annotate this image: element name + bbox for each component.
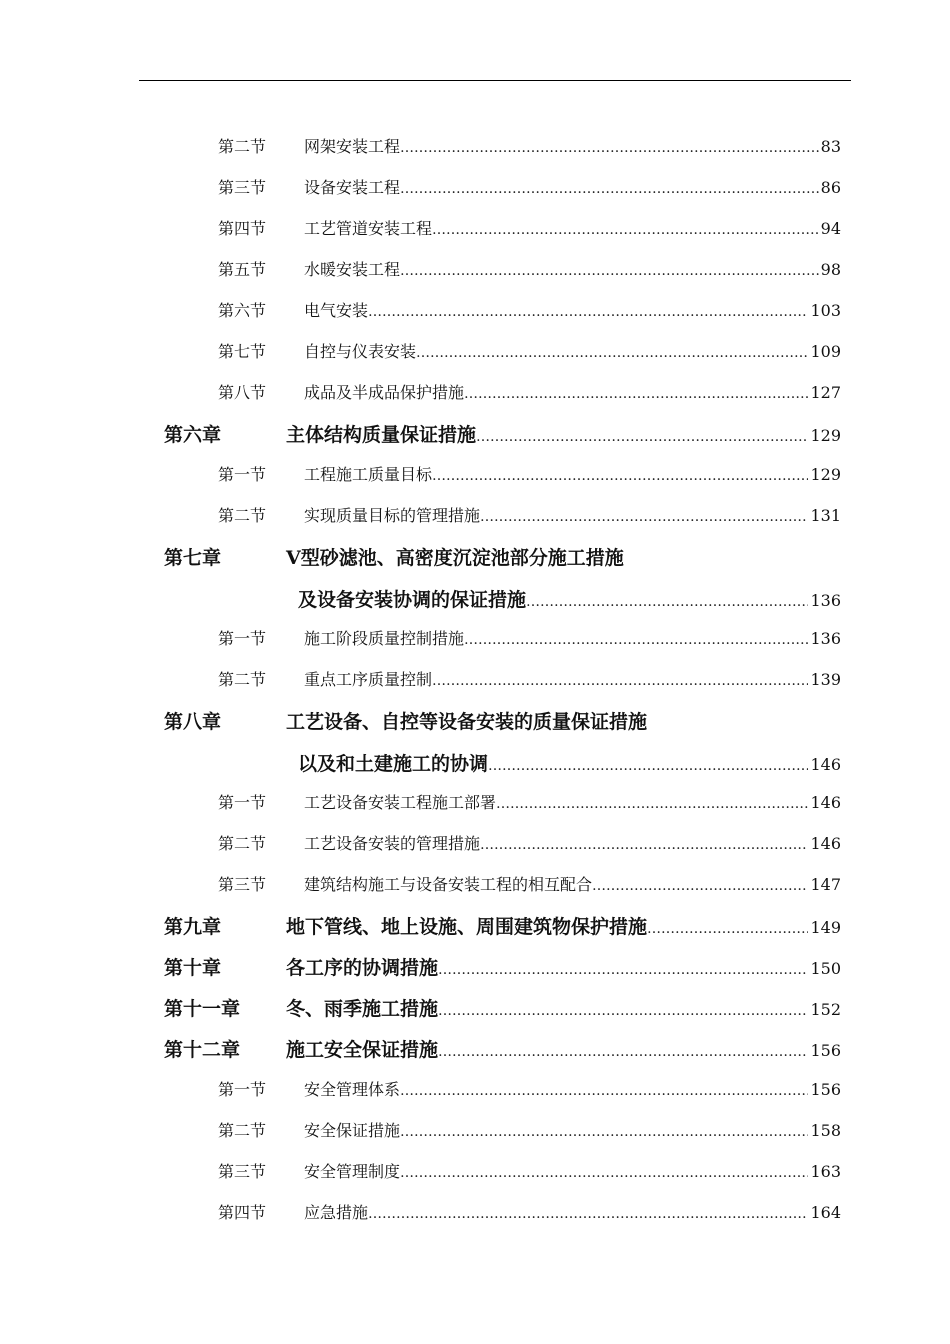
toc-entry-section[interactable] [218, 257, 841, 280]
entry-page: 146 [810, 755, 841, 774]
chapter-title: V型砂滤池、高密度沉淀池部分施工措施 [286, 547, 624, 569]
entry-number: 第二节 [218, 670, 267, 689]
entry-page: 156 [810, 1041, 841, 1060]
entry-page: 146 [810, 793, 841, 812]
entry-title: 建筑结构施工与设备安装工程的相互配合 [304, 875, 593, 894]
entry-page: 147 [810, 875, 841, 894]
dot-leader [496, 796, 808, 812]
entry-number: 第七节 [218, 342, 267, 361]
entry-page: 83 [820, 137, 841, 156]
entry-page: 136 [810, 591, 841, 610]
dot-leader [526, 594, 808, 610]
dot-leader [438, 1003, 808, 1019]
entry-number: 第一节 [218, 793, 267, 812]
dot-leader [400, 140, 819, 156]
dot-leader [368, 304, 808, 320]
toc-entry-chapter[interactable] [164, 994, 841, 1021]
entry-number: 第八节 [218, 383, 267, 402]
dot-leader [400, 263, 819, 279]
chapter-title: 冬、雨季施工措施 [286, 998, 439, 1020]
chapter-title: 各工序的协调措施 [286, 957, 439, 979]
toc-entry-chapter[interactable] [164, 1035, 841, 1062]
entry-number: 第二节 [218, 506, 267, 525]
entry-title: 安全管理制度 [304, 1162, 401, 1181]
dot-leader [400, 1165, 808, 1181]
entry-page: 98 [820, 260, 841, 279]
toc-entry-chapter[interactable] [164, 707, 841, 734]
dot-leader [592, 878, 808, 894]
entry-number: 第三节 [218, 875, 267, 894]
toc-entry-chapter[interactable] [164, 420, 841, 447]
entry-number: 第一节 [218, 629, 267, 648]
chapter-number: 第七章 [164, 547, 222, 569]
entry-page: 149 [810, 918, 841, 937]
entry-title: 应急措施 [304, 1203, 369, 1222]
toc-entry-section[interactable] [218, 134, 841, 157]
entry-title: 工艺设备安装工程施工部署 [304, 793, 497, 812]
toc-entry-section[interactable] [218, 626, 841, 649]
entry-title: 安全保证措施 [304, 1121, 401, 1140]
entry-page: 109 [810, 342, 841, 361]
chapter-number: 第十一章 [164, 998, 241, 1020]
dot-leader [432, 673, 808, 689]
dot-leader [416, 345, 808, 361]
chapter-title-continued: 及设备安装协调的保证措施 [298, 589, 527, 611]
entry-page: 150 [810, 959, 841, 978]
toc-entry-section[interactable] [218, 298, 841, 321]
entry-page: 164 [810, 1203, 841, 1222]
entry-title: 工艺设备安装的管理措施 [304, 834, 481, 853]
entry-number: 第三节 [218, 178, 267, 197]
entry-page: 146 [810, 834, 841, 853]
dot-leader [480, 509, 808, 525]
dot-leader [400, 1083, 808, 1099]
toc-entry-section[interactable] [218, 216, 841, 239]
entry-title: 成品及半成品保护措施 [304, 383, 465, 402]
dot-leader [368, 1206, 808, 1222]
entry-number: 第五节 [218, 260, 267, 279]
toc-entry-section[interactable] [218, 175, 841, 198]
toc-entry-chapter[interactable] [164, 912, 841, 939]
dot-leader [400, 1124, 808, 1140]
toc-entry-section[interactable] [218, 667, 841, 690]
chapter-number: 第十二章 [164, 1039, 241, 1061]
toc-entry-section[interactable] [218, 339, 841, 362]
entry-title: 水暖安装工程 [304, 260, 401, 279]
entry-page: 156 [810, 1080, 841, 1099]
entry-title: 工艺管道安装工程 [304, 219, 433, 238]
entry-page: 129 [810, 426, 841, 445]
dot-leader [480, 837, 808, 853]
entry-number: 第四节 [218, 1203, 267, 1222]
entry-title: 电气安装 [304, 301, 369, 320]
entry-page: 152 [810, 1000, 841, 1019]
entry-number: 第二节 [218, 1121, 267, 1140]
toc-entry-section[interactable] [218, 872, 841, 895]
toc-entry-section[interactable] [218, 1159, 841, 1182]
dot-leader [432, 468, 808, 484]
chapter-number: 第八章 [164, 711, 222, 733]
entry-page: 163 [810, 1162, 841, 1181]
entry-title: 自控与仪表安装 [304, 342, 417, 361]
chapter-title: 施工安全保证措施 [286, 1039, 439, 1061]
entry-page: 94 [820, 219, 841, 238]
toc-entry-section[interactable] [218, 380, 841, 403]
toc-entry-section[interactable] [218, 1077, 841, 1100]
entry-number: 第三节 [218, 1162, 267, 1181]
dot-leader [464, 632, 808, 648]
toc-entry-chapter[interactable] [164, 543, 841, 570]
entry-title: 实现质量目标的管理措施 [304, 506, 481, 525]
toc-entry-chapter-continued[interactable] [298, 749, 841, 776]
toc-entry-section[interactable] [218, 1118, 841, 1141]
chapter-title: 主体结构质量保证措施 [286, 424, 477, 446]
entry-number: 第一节 [218, 465, 267, 484]
entry-page: 127 [810, 383, 841, 402]
toc-entry-section[interactable] [218, 462, 841, 485]
toc-entry-section[interactable] [218, 503, 841, 526]
chapter-title: 地下管线、地上设施、周围建筑物保护措施 [286, 916, 648, 938]
dot-leader [438, 1044, 808, 1060]
toc-entry-section[interactable] [218, 1200, 841, 1223]
entry-number: 第六节 [218, 301, 267, 320]
toc-entry-chapter[interactable] [164, 953, 841, 980]
dot-leader [438, 962, 808, 978]
toc-entry-section[interactable] [218, 831, 841, 854]
dot-leader [476, 429, 808, 445]
entry-title: 网架安装工程 [304, 137, 401, 156]
entry-number: 第四节 [218, 219, 267, 238]
entry-page: 139 [810, 670, 841, 689]
chapter-title-continued: 以及和土建施工的协调 [298, 753, 489, 775]
entry-title: 安全管理体系 [304, 1080, 401, 1099]
chapter-number: 第九章 [164, 916, 222, 938]
chapter-number: 第六章 [164, 424, 222, 446]
chapter-title: 工艺设备、自控等设备安装的质量保证措施 [286, 711, 648, 733]
entry-page: 158 [810, 1121, 841, 1140]
entry-page: 103 [810, 301, 841, 320]
entry-page: 129 [810, 465, 841, 484]
toc-entry-section[interactable] [218, 790, 841, 813]
dot-leader [432, 222, 819, 238]
dot-leader [647, 921, 808, 937]
dot-leader [400, 181, 819, 197]
toc-entry-chapter-continued[interactable] [298, 585, 841, 612]
entry-page: 136 [810, 629, 841, 648]
entry-number: 第二节 [218, 137, 267, 156]
entry-page: 86 [820, 178, 841, 197]
entry-title: 重点工序质量控制 [304, 670, 433, 689]
entry-number: 第二节 [218, 834, 267, 853]
entry-title: 工程施工质量目标 [304, 465, 433, 484]
entry-title: 设备安装工程 [304, 178, 401, 197]
entry-number: 第一节 [218, 1080, 267, 1099]
entry-title: 施工阶段质量控制措施 [304, 629, 465, 648]
chapter-number: 第十章 [164, 957, 222, 979]
dot-leader [488, 758, 808, 774]
entry-page: 131 [810, 506, 841, 525]
dot-leader [464, 386, 808, 402]
